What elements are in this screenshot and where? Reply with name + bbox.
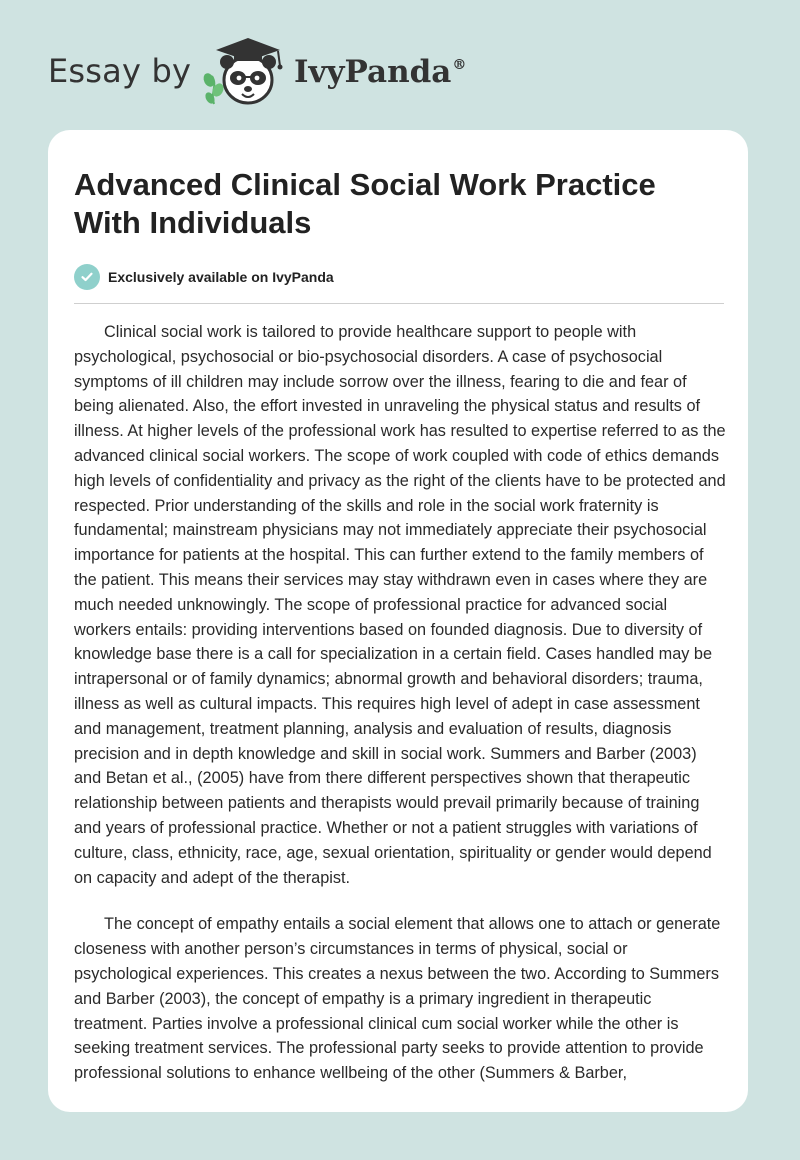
brand-name[interactable]: [294, 54, 466, 90]
paragraph-2: The concept of empathy entails a social element that allows one to attach or generate closeness with another person’s circumstances in terms of physical, social or psychological experiences. This creates a nexus between the two. According to Summers and Barber (2003), the concept of empathy is a primary ingredient in therapeutic treatment. Parties involve a professional clinical cum social worker while the other is seeking treatment services. The professional party seeks to provide attention to provide professional solutions to enhance wellbeing of the other (Summers & Barber,: [74, 915, 721, 1083]
page-title: Advanced Clinical Social Work Practice With Individuals: [74, 167, 656, 240]
exclusive-badge: [74, 264, 334, 290]
panda-graduate-icon[interactable]: [200, 34, 292, 110]
essay-body: [74, 320, 726, 1108]
essay-card: [48, 130, 748, 1112]
brand-text: IvyPanda: [294, 54, 452, 90]
divider: [74, 303, 724, 304]
paragraph-1: Clinical social work is tailored to provide healthcare support to people with psychological, psychosocial or bio-psychosocial disorders. A case of psychosocial symptoms of ill children may include sorrow over the illness, fearing to die and fear of being alienated. Also, the effort invested in unraveling the physical status and results of illness. At higher levels of the professional work has resulted to expertise referred to as the advanced clinical social workers. The scope of work coupled with code of ethics demands high levels of confidentiality and privacy as the right of the clients have to be protected and respected. Prior understanding of the skills and role in the social work fraternity is fundamental; mainstream physicians may not immediately appreciate their psychosocial importance for patients at the hospital. This can further extend to the family members of the patient. This means their services may stay withdrawn even in cases where they are much needed unknowingly. The scope of professional practice for advanced social workers entails: providing interventions based on founded diagnosis. Due to diversity of knowledge base there is a call for specialization in a certain field. Cases handled may be intrapersonal or of family dynamics; abnormal growth and behavioral disorders; trauma, illness as well as cultural impacts. This requires high level of adept in case assessment and management, treatment planning, analysis and evaluation of results, diagnosis precision and in depth knowledge and skill in social work. Summers and Barber (2003) and Betan et al., (2005) have from there different perspectives shown that therapeutic relationship between patients and therapists would prevail primarily because of training and years of professional practice. Whether or not a patient struggles with variations of culture, class, ethnicity, race, age, sexual orientation, spirituality or gender would depend on capacity and adept of the therapist.: [74, 323, 726, 887]
registered-mark: ®: [452, 56, 467, 73]
check-icon: [74, 264, 100, 290]
site-header: [0, 0, 800, 130]
essay-by-label: Essay by: [48, 52, 192, 90]
exclusive-label: Exclusively available on IvyPanda: [108, 269, 334, 285]
